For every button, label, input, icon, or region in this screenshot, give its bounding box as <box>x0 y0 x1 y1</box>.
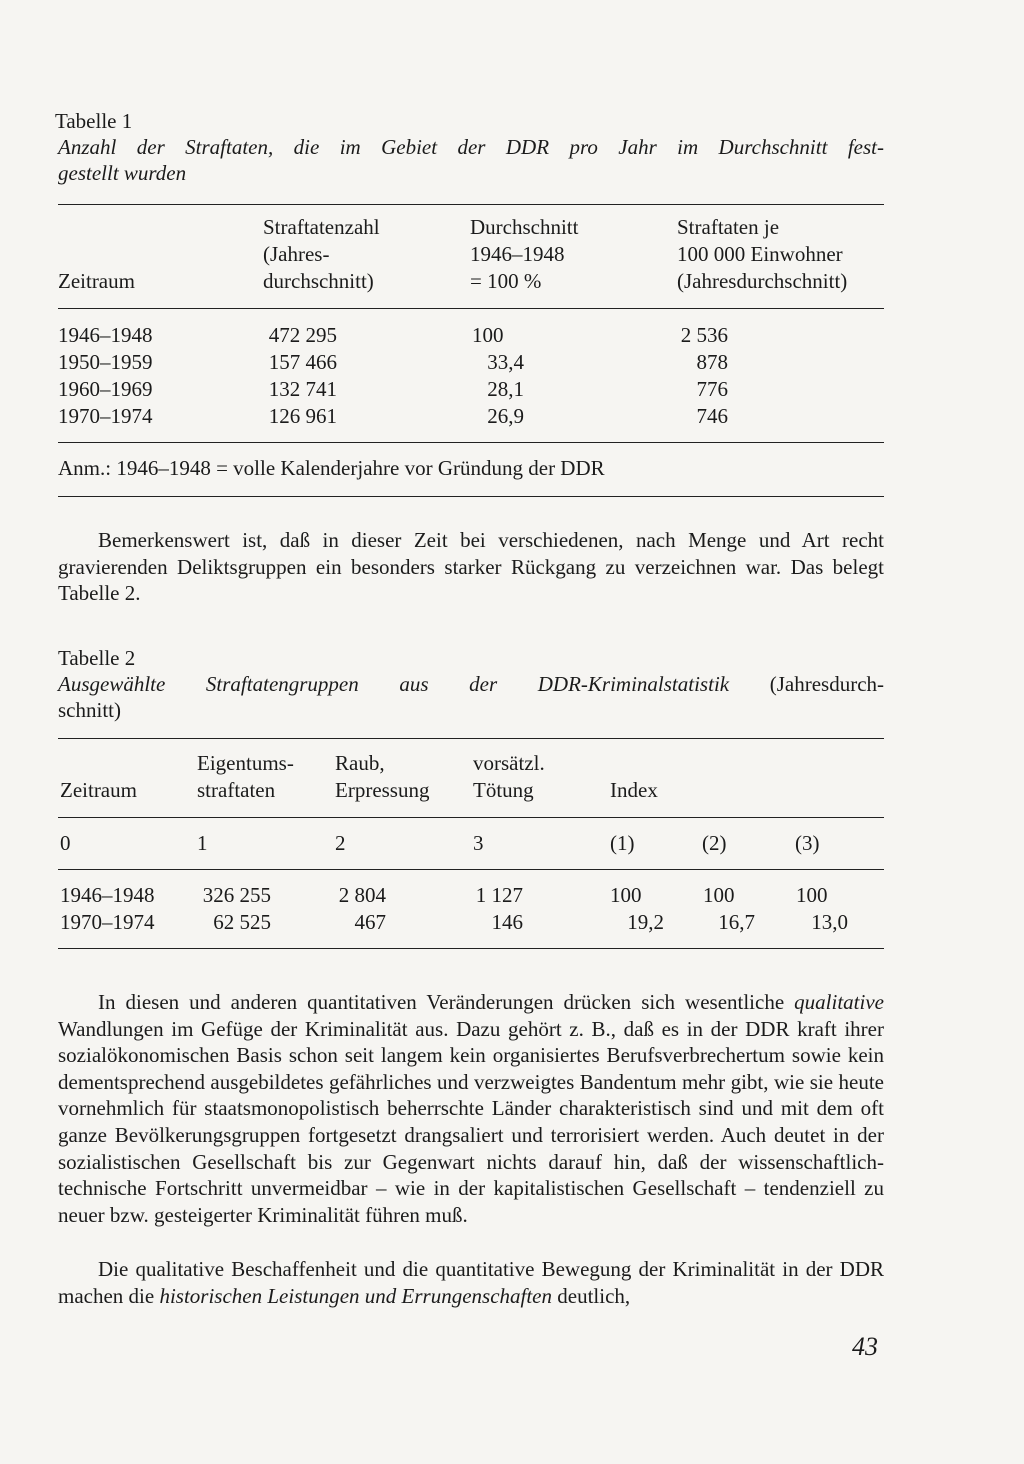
table1-label: Tabelle 1 <box>55 109 133 133</box>
table1-header-col3-line1: Straftaten je <box>677 215 780 239</box>
paragraph-1-text: Bemerkenswert ist, daß in dieser Zeit bei verschiedenen, nach Menge und Art recht gravierenden Deliktsgruppen ein besonders starker Rückgang zu verzeichnen war. Das belegt Tabelle 2. <box>58 528 884 606</box>
table2-title-line1 <box>58 671 884 697</box>
table2-header-eigentum-line1: Eigentums- <box>197 751 294 775</box>
table2-header-raub-line2: Erpressung <box>335 778 430 802</box>
page-number: 43 <box>852 1332 878 1361</box>
table2-header-zeitraum: Zeitraum <box>60 778 137 802</box>
paragraph-3-part1: Die qualitative Beschaffenheit und die quantitative Bewegung der Kriminalität in der DDR machen die <box>58 1257 884 1308</box>
table2-cell-index3: 13,0 <box>811 910 848 934</box>
table2-cell-raub: 467 <box>354 910 386 934</box>
table1-bottom-rule <box>58 442 884 443</box>
table2-cell-raub: 2 804 <box>338 883 386 907</box>
table1-top-rule <box>58 204 884 205</box>
table1-header-rule <box>58 308 884 309</box>
table1-cell-index: 28,1 <box>487 377 524 401</box>
paragraph-2-part2: Wandlungen im Gefüge der Kriminalität aus. Dazu gehört z. B., daß es in der DDR kraft ihrer sozialökonomischen Basis schon seit langem kein organisiertes Berufsverbrechertum sowie kein dementsprechend ausgebildetes gefährliches und verzweigtes Bandentum mehr gibt, wie sie heute vornehmlich für staatsmonopolistisch beherrschte Länder charakteristisch sind und mit dem oft ganze Bevölkerungsgruppen fortgesetzt drangsaliert und terrorisiert werden. Auch deutet in der sozialistischen Gesellschaft bis zur Gegenwart nichts darauf hin, daß der wissenschaftlich-technische Fortschritt unvermeidbar – wie in der kapitalistischen Gesellschaft – tendenziell zu neuer bzw. gesteigerter Kriminalität führen muß. <box>58 1016 884 1227</box>
table2-title-rest: (Jahresdurch- <box>729 672 885 696</box>
table2-cell-eigentum: 326 255 <box>202 883 271 907</box>
table2-cell-toetung: 146 <box>491 910 523 934</box>
table1-header-zeitraum: Zeitraum <box>58 269 135 293</box>
paragraph-3-text <box>58 1256 884 1309</box>
table2-cell-index2: 16,7 <box>718 910 755 934</box>
table2-header-toetung-line2: Tötung <box>473 778 534 802</box>
table1-cell-index: 100 <box>472 323 504 347</box>
table1-cell-zahl: 157 466 <box>268 350 337 374</box>
table2-cell-index1: 100 <box>610 883 642 907</box>
paragraph-3-part2: deutlich, <box>552 1283 631 1308</box>
table2-bottom-rule <box>58 948 884 949</box>
table2-title-line2: schnitt) <box>58 698 121 722</box>
table1-header-col1-line1: Straftatenzahl <box>263 215 380 239</box>
table1-cell-zahl: 126 961 <box>268 404 337 428</box>
table2-cell-zeitraum: 1946–1948 <box>60 883 155 907</box>
table1-cell-zeitraum: 1970–1974 <box>58 404 153 428</box>
table1-cell-je: 776 <box>696 377 728 401</box>
table1-header-col3-line3: (Jahresdurchschnitt) <box>677 269 848 293</box>
table2-colnum: 3 <box>473 831 484 855</box>
table1-header-col3-line2: 100 000 Einwohner <box>677 242 843 266</box>
table2-cell-zeitraum: 1970–1974 <box>60 910 155 934</box>
table1-header-col1-line3: durchschnitt) <box>263 269 374 293</box>
table1-note: Anm.: 1946–1948 = volle Kalenderjahre vor Gründung der DDR <box>58 456 605 480</box>
paragraph-1 <box>58 527 884 607</box>
paragraph-3 <box>58 1256 884 1309</box>
table2-colnum: (2) <box>702 831 727 855</box>
table1-cell-zahl: 472 295 <box>268 323 337 347</box>
table2-cell-eigentum: 62 525 <box>213 910 271 934</box>
table1-cell-je: 878 <box>696 350 728 374</box>
table2-cell-toetung: 1 127 <box>475 883 523 907</box>
table1-cell-zeitraum: 1950–1959 <box>58 350 153 374</box>
paragraph-2-text <box>58 989 884 1228</box>
table1-cell-zahl: 132 741 <box>268 377 337 401</box>
table2-colnum: (3) <box>795 831 820 855</box>
table1-title-line2: gestellt wurden <box>58 161 187 185</box>
table2-numbers-rule <box>58 869 884 870</box>
table2-top-rule <box>58 738 884 739</box>
table1-header-col2-line3: = 100 % <box>470 269 542 293</box>
table2-header-toetung-line1: vorsätzl. <box>473 751 545 775</box>
table1-title-line1: Anzahl der Straftaten, die im Gebiet der DDR pro Jahr im Durchschnitt fest- <box>58 135 884 159</box>
table1-cell-zeitraum: 1960–1969 <box>58 377 153 401</box>
paragraph-3-italic: historischen Leistungen und Errungenschaften <box>159 1283 553 1308</box>
table1-header-col1-line2: (Jahres- <box>263 242 330 266</box>
table1-header-col2-line1: Durchschnitt <box>470 215 579 239</box>
table1-cell-index: 33,4 <box>487 350 524 374</box>
table2-header-raub-line1: Raub, <box>335 751 385 775</box>
table1-header-col2-line2: 1946–1948 <box>470 242 565 266</box>
table2-header-index: Index <box>610 778 658 802</box>
table1-cell-zeitraum: 1946–1948 <box>58 323 153 347</box>
table2-label: Tabelle 2 <box>58 646 136 670</box>
table2-title-italic: Ausgewählte Straftatengruppen aus der DDR-Kriminalstatistik <box>58 672 730 696</box>
paragraph-2-part1: In diesen und anderen quantitativen Veränderungen drücken sich wesentliche <box>98 990 795 1014</box>
table2-cell-index3: 100 <box>796 883 828 907</box>
table2-cell-index1: 19,2 <box>627 910 664 934</box>
table2-header-rule <box>58 817 884 818</box>
table1-note-rule <box>58 496 884 497</box>
table2-colnum: (1) <box>610 831 635 855</box>
table2-colnum: 2 <box>335 831 346 855</box>
table1-cell-je: 2 536 <box>680 323 728 347</box>
table2-header-eigentum-line2: straftaten <box>197 778 276 802</box>
table2-colnum: 1 <box>197 831 208 855</box>
table1-cell-je: 746 <box>696 404 728 428</box>
paragraph-2 <box>58 989 884 1228</box>
table2-colnum: 0 <box>60 831 71 855</box>
paragraph-2-italic: qualitative <box>794 990 884 1014</box>
table1-cell-index: 26,9 <box>487 404 524 428</box>
table2-cell-index2: 100 <box>703 883 735 907</box>
